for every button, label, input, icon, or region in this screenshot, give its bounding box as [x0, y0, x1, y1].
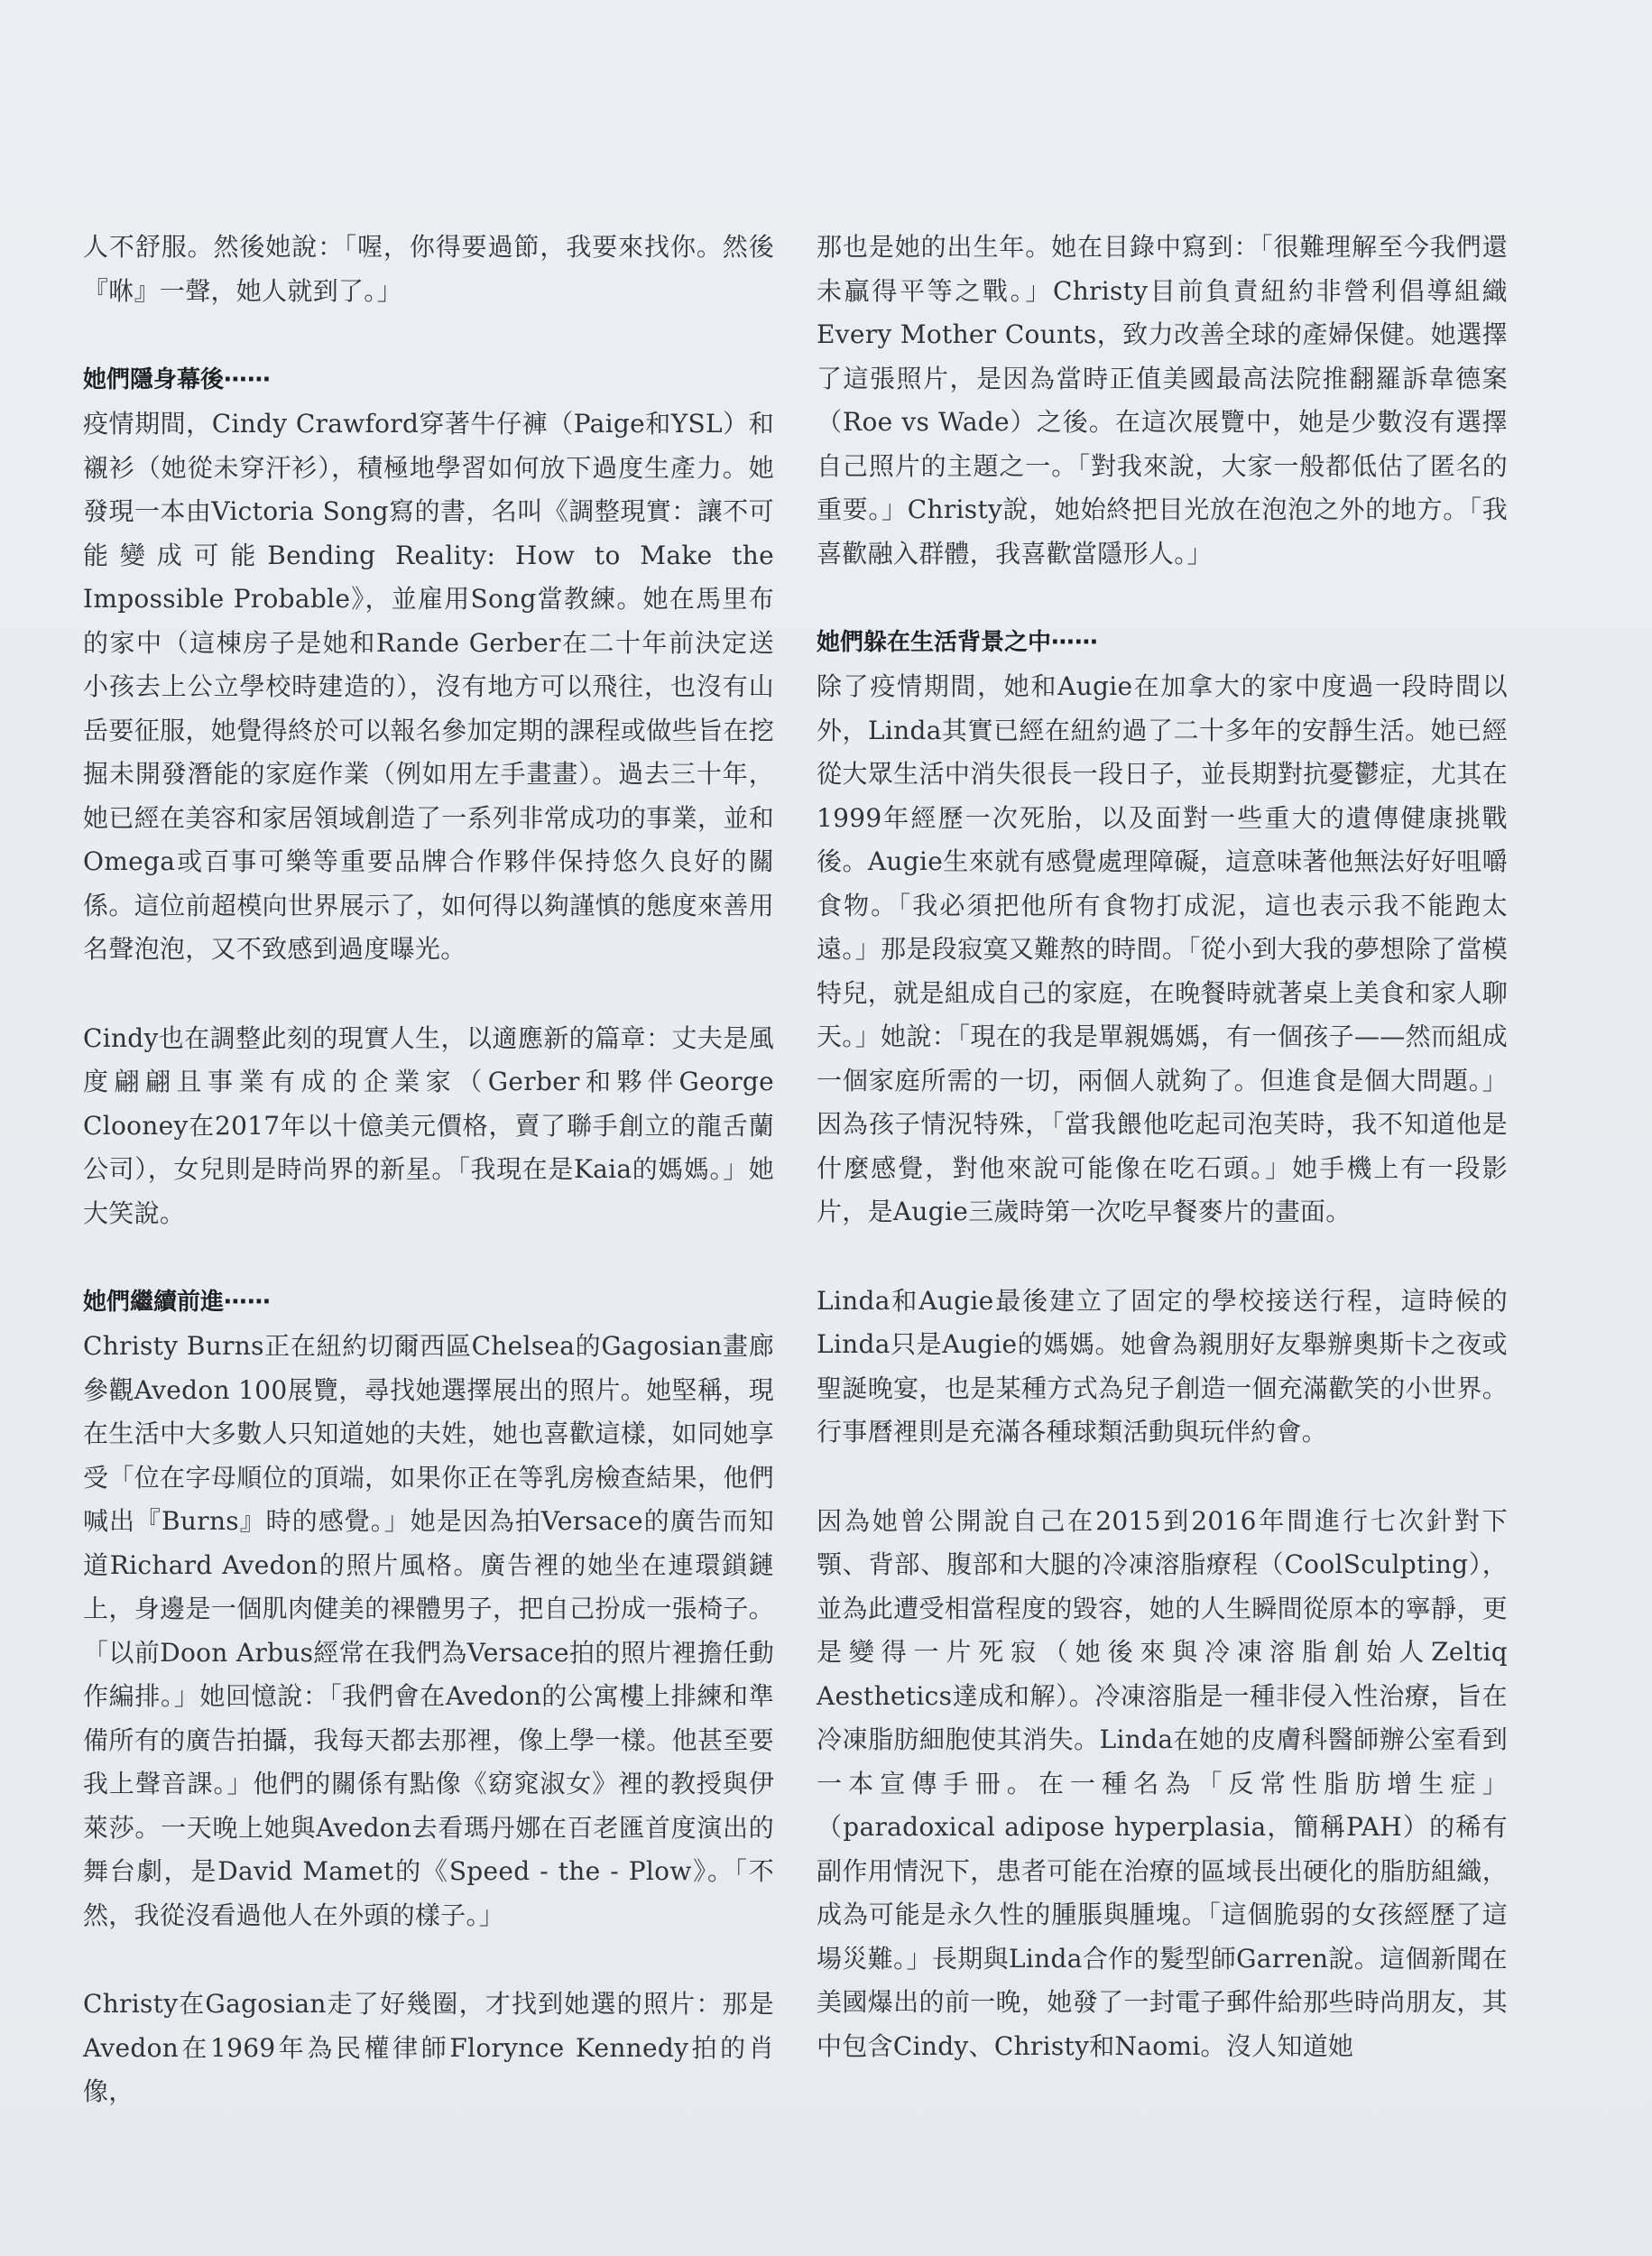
right-column [817, 226, 1508, 2113]
section-moving-on [83, 1281, 774, 1937]
body-paragraph: 除了疫情期間，她和Augie在加拿大的家中度過一段時間以外，Linda其實已經在紐約過了二十多年的安靜生活。她已經從大眾生活中消失很長一段日子，並長期對抗憂鬱症，尤其在1999年經歷一次死胎，以及面對一些重大的遺傳健康挑戰後。Augie生來就有感覺處理障礙，這意味著他無法好好咀嚼食物。「我必須把他所有食物打成泥，這也表示我不能跑太遠。」那是段寂寞又難熬的時間。「從小到大我的夢想除了當模特兒，就是組成自己的家庭，在晚餐時就著桌上美食和家人聊天。」她說：「現在的我是單親媽媽，有一個孩子——然而組成一個家庭所需的一切，兩個人就夠了。但進食是個大問題。」因為孩子情況特殊，「當我餵他吃起司泡芙時，我不知道他是什麼感覺，對他來說可能像在吃石頭。」她手機上有一段影片，是Augie三歲時第一次吃早餐麥片的畫面。 [817, 671, 1508, 1226]
section-heading: 她們繼續前進⋯⋯ [83, 1289, 272, 1316]
intro-paragraph: 人不舒服。然後她說：「喔，你得要過節，我要來找你。然後『咻』一聲，她人就到了。」 [83, 232, 774, 306]
intro-block [83, 226, 774, 313]
body-paragraph: Cindy也在調整此刻的現實人生，以適應新的篇章：丈夫是風度翩翩且事業有成的企業家（Gerber和夥伴George Clooney在2017年以十億美元價格，賣了聯手創立的龍舌蘭公司），女兒則是時尚界的新星。「我現在是Kaia的媽媽。」她大笑說。 [83, 1022, 774, 1228]
christy-block [83, 1983, 774, 2114]
body-paragraph: Christy Burns正在紐約切爾西區Chelsea的Gagosian畫廊參觀Avedon 100展覽，尋找她選擇展出的照片。她堅稱，現在生活中大多數人只知道她的夫姓，她也喜歡這樣，如同她享受「位在字母順位的頂端，如果你正在等乳房檢查結果，他們喊出『Burns』時的感覺。」她是因為拍Versace的廣告而知道Richard Avedon的照片風格。廣告裡的她坐在連環鎖鏈上，身邊是一個肌肉健美的裸體男子，把自己扮成一張椅子。「以前Doon Arbus經常在我們為Versace拍的照片裡擔任動作編排。」她回憶說：「我們會在Avedon的公寓樓上排練和準備所有的廣告拍攝，我每天都去那裡，像上學一樣。他甚至要我上聲音課。」他們的關係有點像《窈窕淑女》裡的教授與伊萊莎。一天晚上她與Avedon去看瑪丹娜在百老匯首度演出的舞台劇，是David Mamet的《Speed - the - Plow》。「不然，我從沒看過他人在外頭的樣子。」 [83, 1331, 774, 1930]
linda-augie-block [817, 1280, 1508, 1455]
section-heading: 她們躲在生活背景之中⋯⋯ [817, 629, 1099, 656]
coolsculpting-block [817, 1500, 1508, 2069]
left-column [83, 226, 774, 2159]
body-paragraph: 疫情期間，Cindy Crawford穿著牛仔褲（Paige和YSL）和襯衫（她從未穿汗衫），積極地學習如何放下過度生產力。她發現一本由Victoria Song寫的書，名叫《調整現實：讓不可能變成可能Bending Reality: How to Make the Impossible Probable》，並雇用Song當教練。她在馬里布的家中（這棟房子是她和Rande Gerber在二十年前決定送小孩去上公立學校時建造的），沒有地方可以飛往，也沒有山岳要征服，她覺得終於可以報名參加定期的課程或做些旨在挖掘未開發潛能的家庭作業（例如用左手畫畫）。過去三十年，她已經在美容和家居領域創造了一系列非常成功的事業，並和Omega或百事可樂等重要品牌合作夥伴保持悠久良好的關係。這位前超模向世界展示了，如何得以夠謹慎的態度來善用名聲泡泡，又不致感到過度曝光。 [83, 409, 774, 964]
section-heading: 她們隱身幕後⋯⋯ [83, 366, 272, 393]
continuation-block [817, 226, 1508, 576]
section-hiding [83, 358, 774, 972]
cindy-block [83, 1017, 774, 1236]
section-background [817, 621, 1508, 1234]
body-paragraph: 因為她曾公開說自己在2015到2016年間進行七次針對下顎、背部、腹部和大腿的冷凍溶脂療程（CoolSculpting），並為此遭受相當程度的毀容，她的人生瞬間從原本的寧靜，更是變得一片死寂（她後來與冷凍溶脂創始人Zeltiq Aesthetics達成和解）。冷凍溶脂是一種非侵入性治療，旨在冷凍脂肪細胞使其消失。Linda在她的皮膚科醫師辦公室看到一本宣傳手冊。在一種名為「反常性脂肪增生症」（paradoxical adipose hyperplasia，簡稱PAH）的稀有副作用情況下，患者可能在治療的區域長出硬化的脂肪組織，成為可能是永久性的腫脹與腫塊。「這個脆弱的女孩經歷了這場災難。」長期與Linda合作的髮型師Garren說。這個新聞在美國爆出的前一晚，她發了一封電子郵件給那些時尚朋友，其中包含Cindy、Christy和Naomi。沒人知道她 [817, 1505, 1508, 2061]
body-paragraph: 那也是她的出生年。她在目錄中寫到：「很難理解至今我們還未贏得平等之戰。」Christy目前負責紐約非營利倡導組織Every Mother Counts，致力改善全球的產婦保健。她選擇了這張照片，是因為當時正值美國最高法院推翻羅訴韋德案（Roe vs Wade）之後。在這次展覽中，她是少數沒有選擇自己照片的主題之一。「對我來說，大家一般都低估了匿名的重要。」Christy說，她始終把目光放在泡泡之外的地方。「我喜歡融入群體，我喜歡當隱形人。」 [817, 232, 1508, 569]
body-paragraph: Christy在Gagosian走了好幾圈，才找到她選的照片：那是Avedon在1969年為民權律師Florynce Kennedy拍的肖像， [83, 1989, 774, 2106]
body-paragraph: Linda和Augie最後建立了固定的學校接送行程，這時候的Linda只是Augie的媽媽。她會為親朋好友舉辦奧斯卡之夜或聖誕晚宴，也是某種方式為兒子創造一個充滿歡笑的小世界。行事曆裡則是充滿各種球類活動與玩伴約會。 [817, 1285, 1508, 1447]
